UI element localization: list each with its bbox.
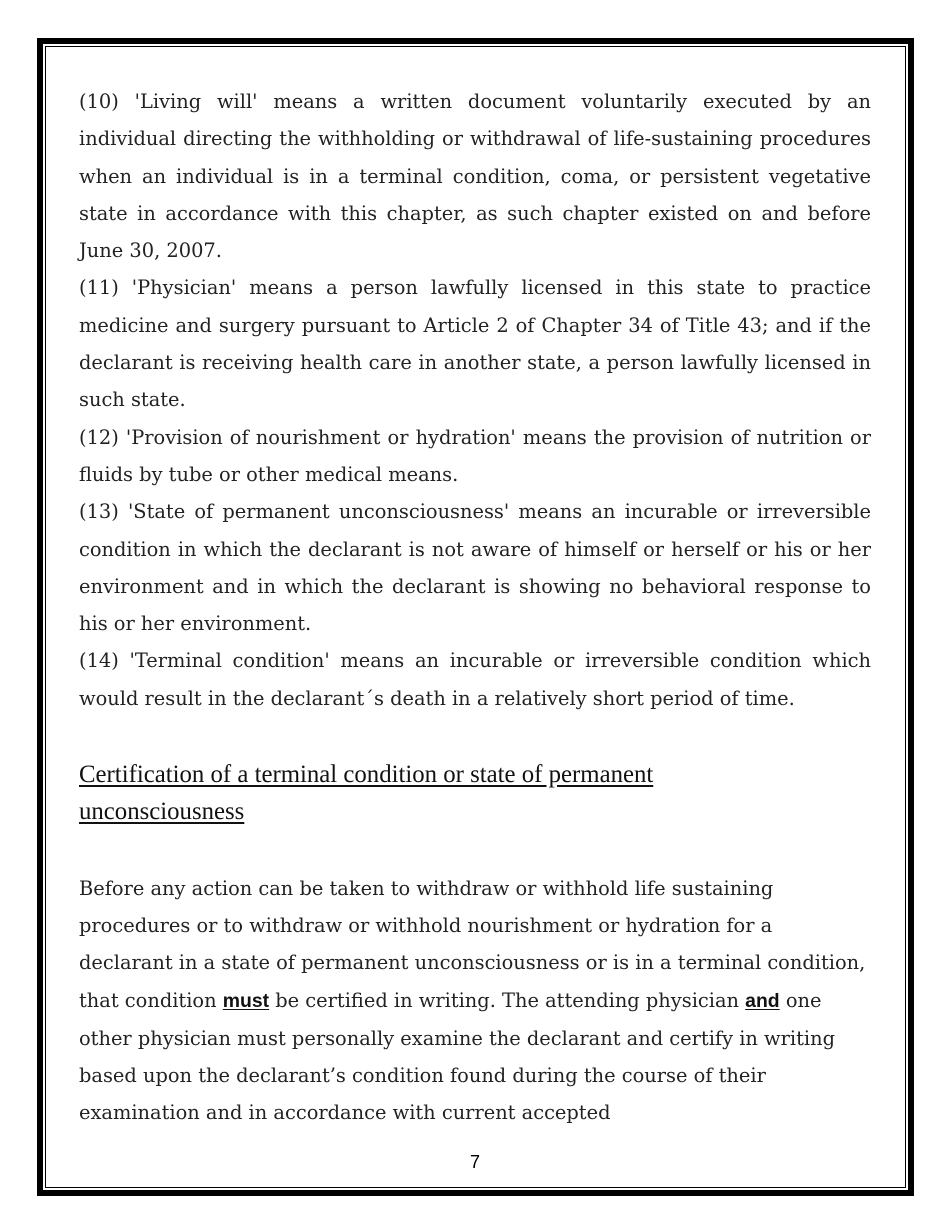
page-number: 7	[469, 1152, 480, 1172]
emphasis-must: must	[222, 989, 270, 1012]
section-heading-line2: unconsciousness	[79, 798, 245, 826]
definition-11: (11) 'Physician' means a person lawfully licensed in this state to practice medicine and surgery pursuant to Article 2 of Chapter 34 of Title 43; and if the declarant is receiving health care in another state, a person lawfully licensed in such state.	[79, 276, 871, 412]
document-body	[79, 83, 871, 1132]
section-heading	[79, 756, 871, 831]
paragraph-text-part1: Before any action can be taken to withdraw or withhold life sustaining procedures or to withdraw or withhold nourishment or hydration for a declarant in a state of permanent unconsciousness or is in a terminal condition, that condition	[79, 876, 866, 1012]
definition-13: (13) 'State of permanent unconsciousness' means an incurable or irreversible condition in which the declarant is not aware of himself or herself or his or her environment and in which the declarant is showing no behavioral response to his or her environment.	[79, 500, 871, 636]
paragraph-text-part2: be certified in writing. The attending physician	[269, 988, 746, 1012]
section-heading-line1: Certification of a terminal condition or state of permanent	[79, 761, 654, 789]
definition-14: (14) 'Terminal condition' means an incurable or irreversible condition which would result in the declarant´s death in a relatively short period of time.	[79, 649, 871, 710]
definition-10: (10) 'Living will' means a written document voluntarily executed by an individual directing the withholding or withdrawal of life-sustaining procedures when an individual is in a terminal condition, coma, or persistent vegetative state in accordance with this chapter, as such chapter existed on and before June 30, 2007.	[79, 90, 871, 263]
certification-paragraph	[79, 870, 871, 1132]
definition-12: (12) 'Provision of nourishment or hydration' means the provision of nutrition or fluids by tube or other medical means.	[79, 425, 871, 486]
paragraph-text-part3: one other physician must personally examine the declarant and certify in writing based upon the declarant’s condition found during the course of their examination and in accordance with current accepted	[79, 988, 836, 1125]
emphasis-and: and	[745, 989, 780, 1012]
